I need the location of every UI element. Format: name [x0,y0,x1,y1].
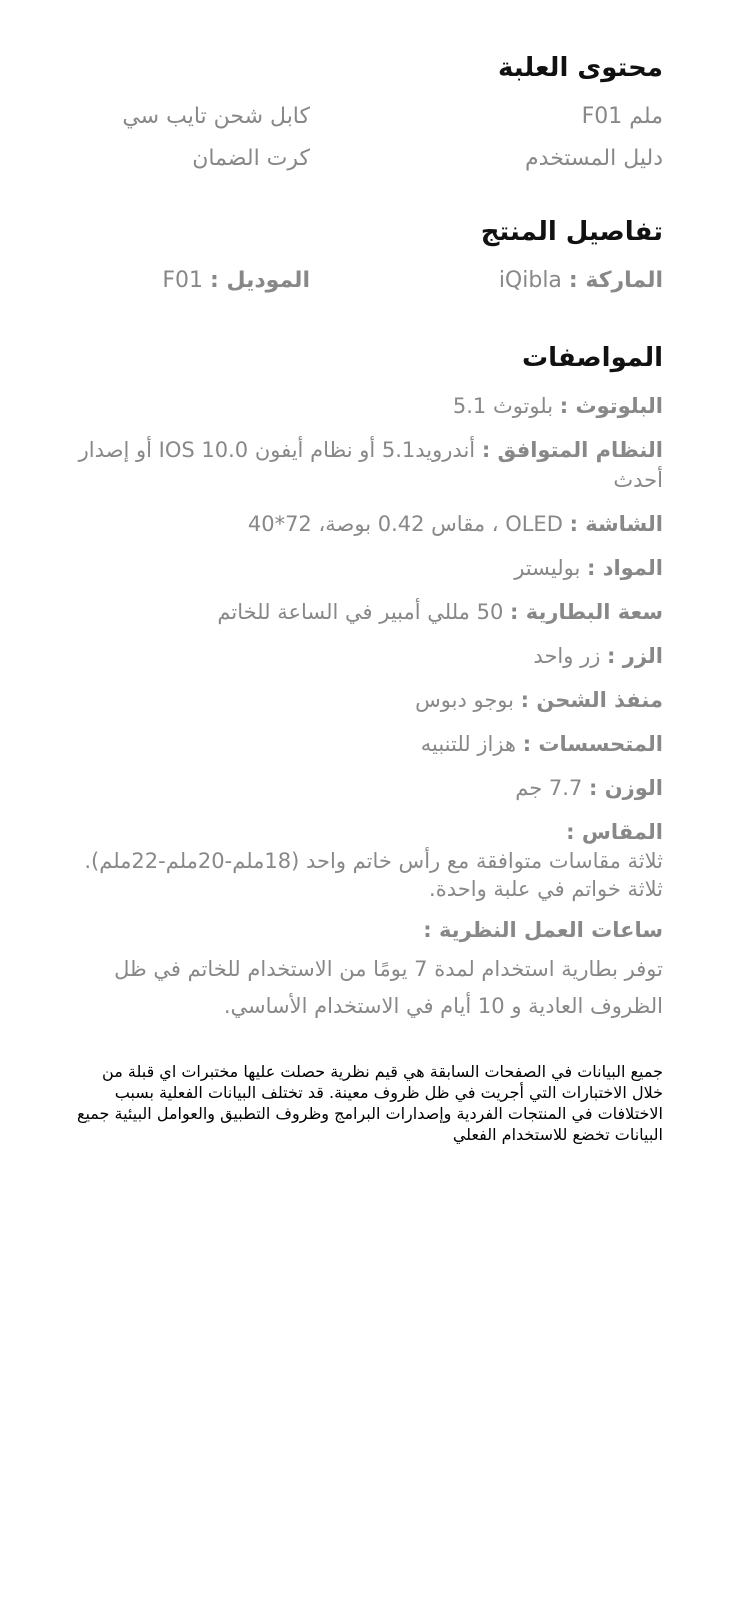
spec-charging-port-label: منفذ الشحن : [520,688,663,712]
box-item-warranty: كرت الضمان [192,146,310,171]
spec-battery-label: سعة البطارية : [510,600,663,624]
spec-weight [70,773,663,803]
spec-button [70,641,663,671]
spec-os-value: أندرويد5.1 أو نظام أيفون IOS 10.0 أو إصدار أحدث [78,438,663,492]
spec-battery-value: 50 مللي أمبير في الساعة للخاتم [217,600,511,624]
box-contents-title: محتوى العلبة [498,53,663,83]
product-details-title: تفاصيل المنتج [480,217,663,247]
brand-value: iQibla [498,268,569,293]
spec-bluetooth [70,391,663,421]
spec-button-label: الزر : [607,644,663,668]
spec-button-value: زر واحد [533,644,608,668]
spec-size-label: المقاس : [566,820,663,844]
spec-material-value: بوليستر [514,556,587,580]
model-field [162,260,310,302]
spec-bluetooth-value: بلوتوث 5.1 [452,394,560,418]
disclaimer-text: جميع البيانات في الصفحات السابقة هي قيم نظرية حصلت عليها مختبرات اي قبلة من خلال الاختبارات التي أجريت في ظل ظروف معينة. قد تختلف البيانات الفعلية بسبب الاختلافات في المنتجات الفردية وإصدارات البرامج وظروف التطبيق والعوامل البيئية جميع البيانات تخضع للاستخدام الفعلي [76,1062,663,1144]
spec-weight-value: 7.7 جم [515,776,590,800]
spec-screen [70,509,663,539]
box-item-cable: كابل شحن تايب سي [122,104,310,129]
spec-charging-port [70,685,663,715]
spec-screen-label: الشاشة : [569,512,663,536]
spec-sensors-value: هزاز للتنبيه [420,732,523,756]
spec-os-label: النظام المتوافق : [481,438,663,462]
spec-bluetooth-label: البلوتوث : [559,394,663,418]
model-label: الموديل : [210,268,310,293]
spec-os [70,435,663,495]
spec-working-hours-value: توفر بطارية استخدام لمدة 7 يومًا من الاستخدام للخاتم في ظل الظروف العادية و 10 أيام في الاستخدام الأساسي. [114,957,663,1018]
spec-screen-value: OLED ، مقاس 0.42 بوصة، 72*40 [247,512,570,536]
box-item-manual: دليل المستخدم [525,146,663,171]
product-details-row [70,260,663,302]
box-item-ring: ملم F01 [581,104,663,129]
spec-size-value: ثلاثة مقاسات متوافقة مع رأس خاتم واحد (18ملم-20ملم-22ملم). ثلاثة خواتم في علبة واحدة. [84,849,663,901]
spec-working-hours [70,915,663,1025]
spec-battery [70,597,663,627]
box-contents-row-2 [70,138,663,180]
brand-label: الماركة : [568,268,663,293]
spec-weight-label: الوزن : [589,776,663,800]
spec-sensors-label: المتحسسات : [522,732,663,756]
spec-size [70,817,663,903]
spec-working-hours-label: ساعات العمل النظرية : [423,918,663,942]
model-value: F01 [162,268,210,293]
brand-field [499,260,663,302]
spec-material-label: المواد : [586,556,663,580]
box-contents-row-1 [70,96,663,138]
spec-sensors [70,729,663,759]
specs-title: المواصفات [521,343,663,373]
spec-material [70,553,663,583]
spec-charging-port-value: بوجو دبوس [415,688,521,712]
